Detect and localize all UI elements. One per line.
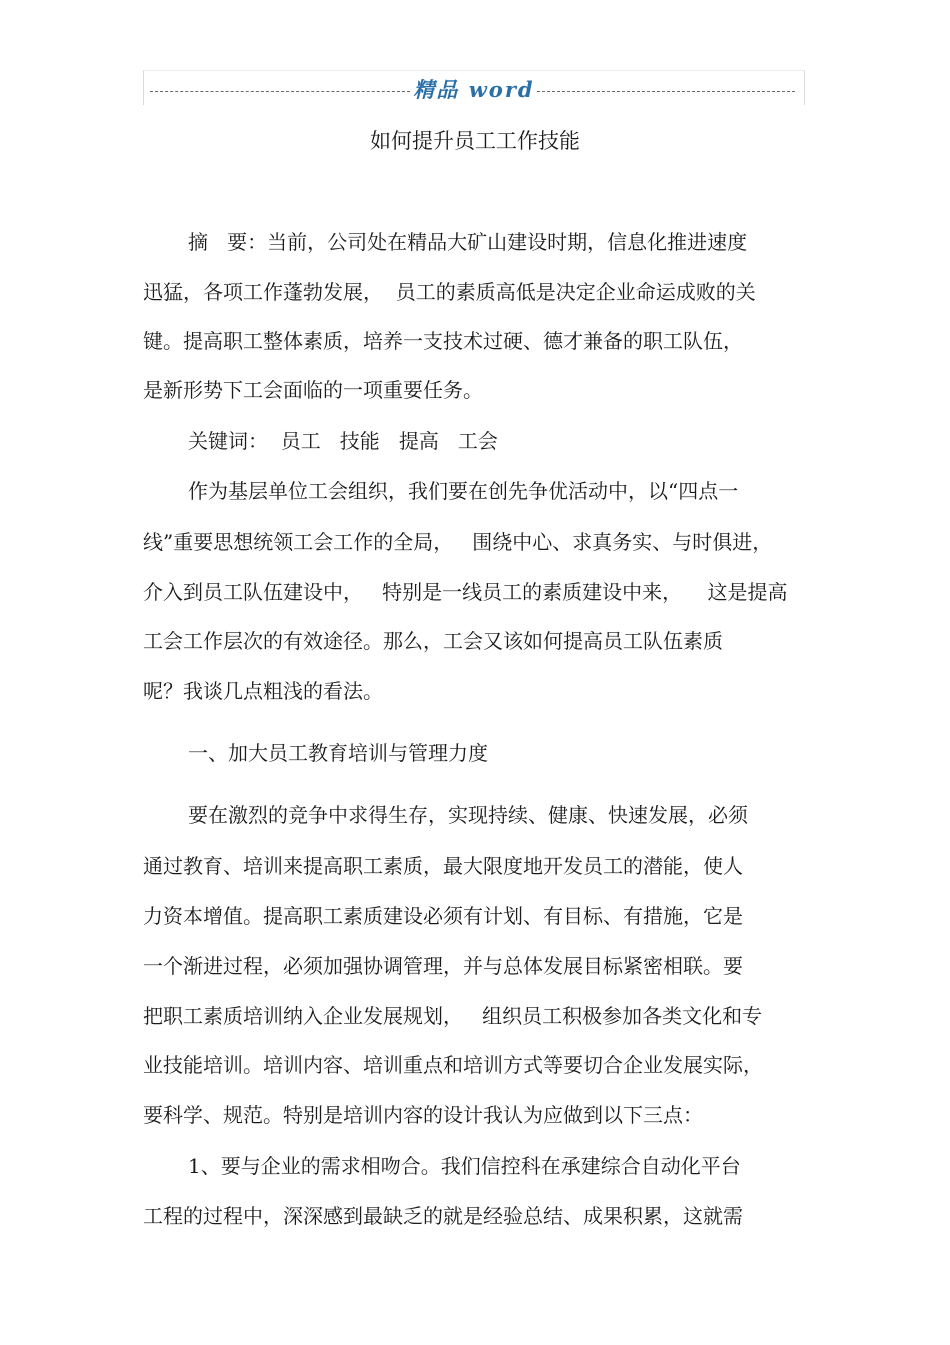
paragraph-line: 要科学、规范。特别是培训内容的设计我认为应做到以下三点： bbox=[143, 1103, 703, 1127]
abstract-line: 迅猛，各项工作蓬勃发展， 员工的素质高低是决定企业命运成败的关 bbox=[143, 280, 756, 304]
paragraph-line: 通过教育、培训来提高职工素质，最大限度地开发员工的潜能，使人 bbox=[143, 854, 743, 878]
paragraph-line: 线”重要思想统领工会工作的全局， 围绕中心、求真务实、与时俱进， bbox=[143, 530, 773, 554]
paragraph-line: 要在激烈的竞争中求得生存，实现持续、健康、快速发展，必须 bbox=[188, 803, 748, 827]
paragraph-line: 作为基层单位工会组织，我们要在创先争优活动中，以“四点一 bbox=[188, 479, 739, 503]
paragraph-line: 呢？我谈几点粗浅的看法。 bbox=[143, 679, 383, 703]
paragraph-line: 1、要与企业的需求相吻合。我们信控科在承建综合自动化平台 bbox=[188, 1154, 741, 1178]
paragraph-line: 一个渐进过程，必须加强协调管理，并与总体发展目标紧密相联。要 bbox=[143, 954, 743, 978]
header-dashed-rule-left bbox=[150, 91, 410, 92]
keywords-line: 关键词： 员工 技能 提高 工会 bbox=[188, 429, 498, 453]
paragraph-line: 把职工素质培训纳入企业发展规划， 组织员工积极参加各类文化和专 bbox=[143, 1004, 763, 1028]
abstract-line: 键。提高职工整体素质，培养一支技术过硬、德才兼备的职工队伍， bbox=[143, 329, 743, 353]
abstract-line: 摘 要：当前，公司处在精品大矿山建设时期，信息化推进速度 bbox=[188, 230, 748, 254]
paragraph-line: 力资本增值。提高职工素质建设必须有计划、有目标、有措施，它是 bbox=[143, 904, 743, 928]
document-title: 如何提升员工工作技能 bbox=[370, 129, 580, 153]
header-logo: 精品 word bbox=[413, 77, 535, 102]
abstract-line: 是新形势下工会面临的一项重要任务。 bbox=[143, 378, 483, 402]
paragraph-line: 业技能培训。培训内容、培训重点和培训方式等要切合企业发展实际， bbox=[143, 1053, 763, 1077]
header-dashed-rule-right bbox=[537, 91, 795, 92]
section-heading: 一、加大员工教育培训与管理力度 bbox=[188, 741, 488, 765]
paragraph-line: 工会工作层次的有效途径。那么，工会又该如何提高员工队伍素质 bbox=[143, 629, 723, 653]
paragraph-line: 介入到员工队伍建设中， 特别是一线员工的素质建设中来， 这是提高 bbox=[143, 580, 788, 604]
paragraph-line: 工程的过程中，深深感到最缺乏的就是经验总结、成果积累，这就需 bbox=[143, 1204, 743, 1228]
